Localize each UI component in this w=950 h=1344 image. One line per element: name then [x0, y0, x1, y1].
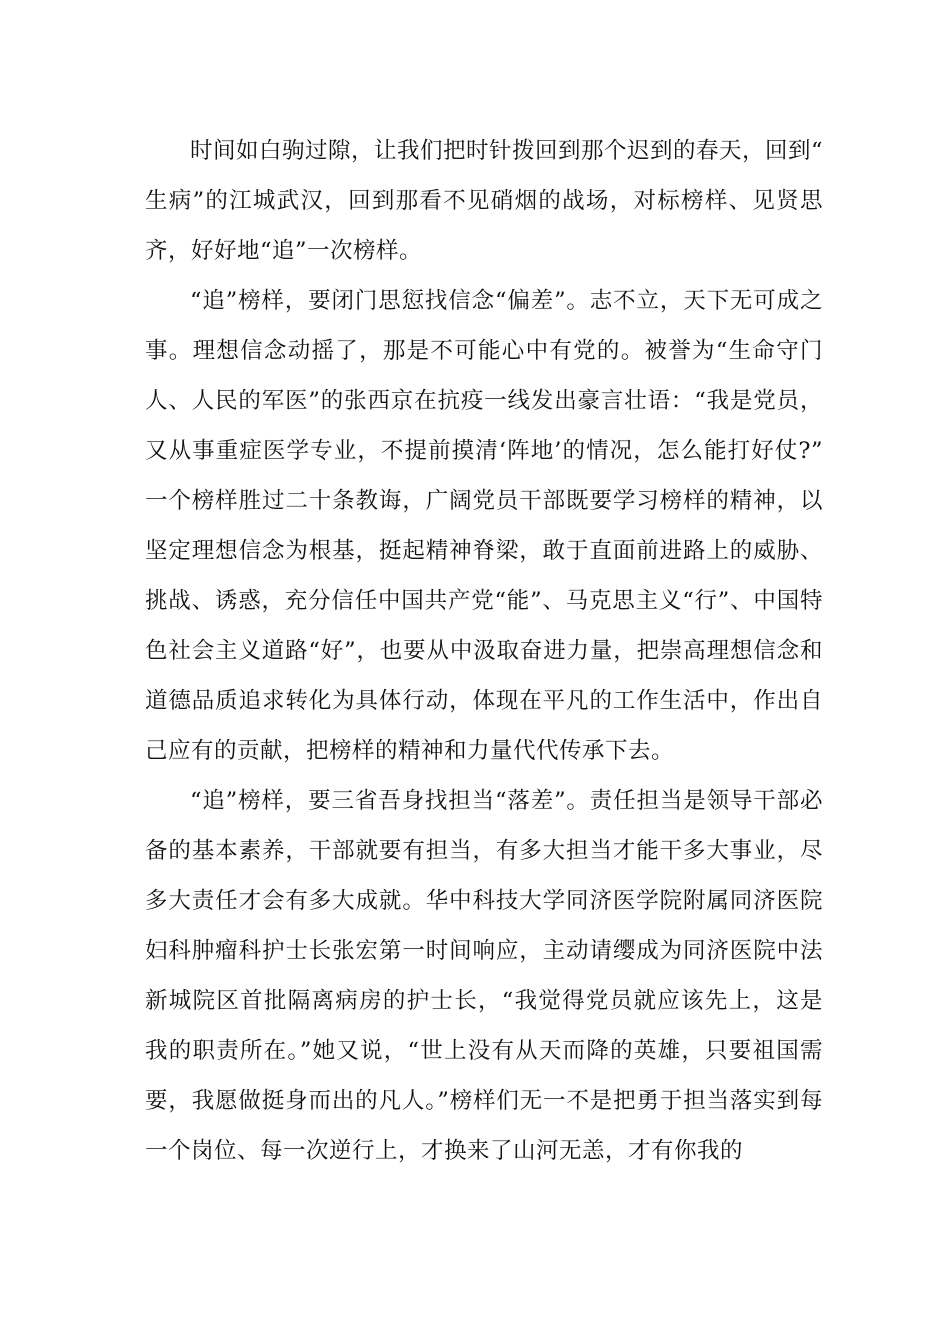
paragraph-belief: “追”榜样，要闭门思愆找信念“偏差”。志不立，天下无可成之事。理想信念动摇了，那是不可能心中有党的。被誉为“生命守门人、人民的军医”的张西京在抗疫一线发出豪言壮语：“我是党员，又从事重症医学专业，不提前摸清‘阵地’的情况，怎么能打好仗?”一个榜样胜过二十条教诲，广阔党员干部既要学习榜样的精神，以坚定理想信念为根基，挺起精神脊梁，敢于直面前进路上的威胁、挑战、诱惑，充分信任中国共产党“能”、马克思主义“行”、中国特色社会主义道路“好”，也要从中汲取奋进力量，把崇高理想信念和道德品质追求转化为具体行动，体现在平凡的工作生活中，作出自己应有的贡献，把榜样的精神和力量代代传承下去。 [145, 288, 823, 764]
paragraph-intro: 时间如白驹过隙，让我们把时针拨回到那个迟到的春天，回到“生病”的江城武汉，回到那看不见硝烟的战场，对标榜样、见贤思齐，好好地“追”一次榜样。 [145, 138, 824, 264]
paragraph-responsibility: “追”榜样，要三省吾身找担当“落差”。责任担当是领导干部必备的基本素养，干部就要有担当，有多大担当才能干多大事业，尽多大责任才会有多大成就。华中科技大学同济医学院附属同济医院妇科肿瘤科护士长张宏第一时间响应，主动请缨成为同济医院中法新城院区首批隔离病房的护士长，“我觉得党员就应该先上，这是我的职责所在。”她又说，“世上没有从天而降的英雄，只要祖国需要，我愿做挺身而出的凡人。”榜样们无一不是把勇于担当落实到每一个岗位、每一次逆行上，才换来了山河无恙，才有你我的 [145, 788, 823, 1164]
document-body [145, 126, 823, 1176]
